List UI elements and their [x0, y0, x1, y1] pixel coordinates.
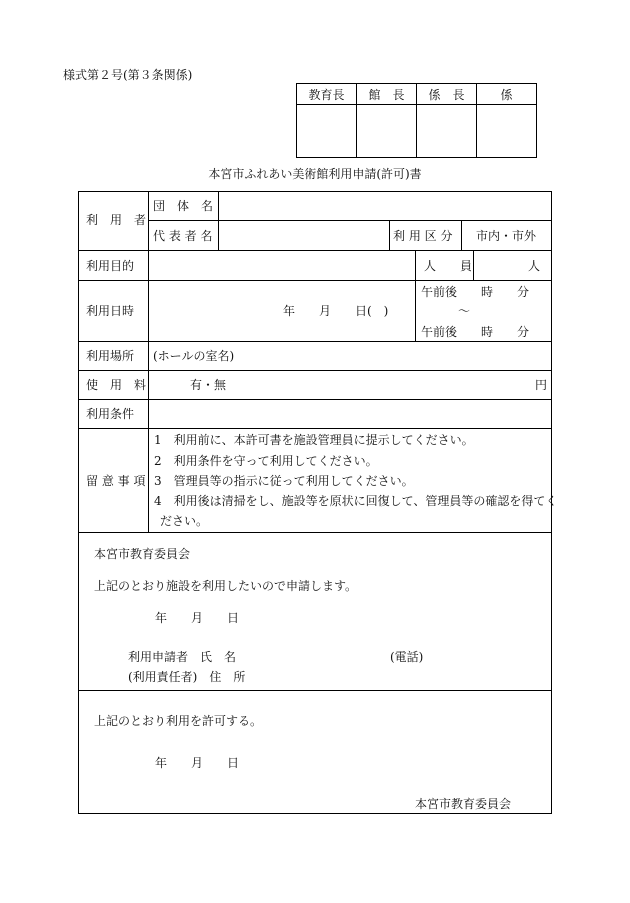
page-title: 本宮市ふれあい美術館利用申請(許可)書: [208, 167, 422, 181]
divider: [78, 341, 552, 342]
application-date[interactable]: 年 月 日: [155, 611, 240, 625]
place-label: 利用場所: [86, 349, 135, 363]
start-time[interactable]: 午前後 時 分: [421, 285, 530, 299]
form-number: 様式第２号(第３条関係): [63, 68, 193, 82]
people-unit: 人: [528, 259, 541, 273]
end-time[interactable]: 午前後 時 分: [421, 325, 530, 339]
usage-category-value[interactable]: 市内・市外: [476, 229, 537, 243]
divider: [78, 428, 552, 429]
divider: [78, 690, 552, 691]
responsible-address-label: (利用責任者) 住 所: [128, 670, 246, 684]
permission-statement: 上記のとおり利用を許可する。: [94, 714, 263, 728]
divider: [415, 250, 416, 341]
conditions-field[interactable]: [149, 400, 551, 427]
approval-header: 教育長: [297, 84, 357, 105]
group-name-label: 団 体 名: [153, 199, 214, 213]
approval-stamp-table: [296, 83, 537, 158]
application-addressee: 本宮市教育委員会: [94, 547, 191, 561]
divider: [78, 280, 552, 281]
purpose-field[interactable]: [149, 251, 414, 279]
permission-issuer: 本宮市教育委員会: [415, 797, 512, 811]
note-item: 4 利用後は清掃をし、施設等を原状に回復して、管理員等の確認を得てく: [154, 494, 558, 508]
approval-stamp-cell[interactable]: [297, 105, 357, 158]
note-item: 1 利用前に、本許可書を施設管理員に提示してください。: [154, 433, 474, 447]
purpose-label: 利用目的: [86, 259, 135, 273]
conditions-label: 利用条件: [86, 407, 135, 421]
fee-yes-no[interactable]: 有・無: [190, 378, 227, 392]
applicant-name-label: 利用申請者 氏 名: [128, 650, 237, 664]
fee-unit: 円: [535, 378, 548, 392]
divider: [148, 191, 149, 532]
divider: [389, 220, 390, 250]
note-item: 3 管理員等の指示に従って利用してください。: [154, 474, 414, 488]
approval-stamp-cell[interactable]: [357, 105, 417, 158]
approval-stamp-cell[interactable]: [417, 105, 477, 158]
approval-header: 係: [477, 84, 537, 105]
notes-label: 留 意 事 項: [86, 474, 146, 488]
divider: [78, 532, 552, 533]
user-label: 利 用 者: [86, 213, 147, 227]
note-item: 2 利用条件を守って利用してください。: [154, 454, 378, 468]
usage-category-label: 利 用 区 分: [393, 229, 453, 243]
approval-header: 係 長: [417, 84, 477, 105]
people-label: 人 員: [424, 259, 473, 273]
place-field[interactable]: (ホールの室名): [153, 349, 235, 363]
application-statement: 上記のとおり施設を利用したいので申請します。: [94, 579, 358, 593]
permission-date[interactable]: 年 月 日: [155, 756, 240, 770]
time-range-tilde: ～: [458, 304, 471, 318]
note-item: ださい。: [160, 514, 209, 528]
divider: [461, 220, 462, 250]
representative-label: 代 表 者 名: [153, 229, 213, 243]
group-name-field[interactable]: [219, 192, 551, 219]
representative-field[interactable]: [219, 221, 388, 249]
phone-label: (電話): [390, 650, 424, 664]
usage-date[interactable]: 年 月 日( ): [283, 304, 389, 318]
divider: [473, 250, 474, 280]
datetime-label: 利用日時: [86, 304, 135, 318]
approval-stamp-cell[interactable]: [477, 105, 537, 158]
fee-label: 使 用 料: [86, 378, 147, 392]
divider: [78, 370, 552, 371]
approval-header: 館 長: [357, 84, 417, 105]
